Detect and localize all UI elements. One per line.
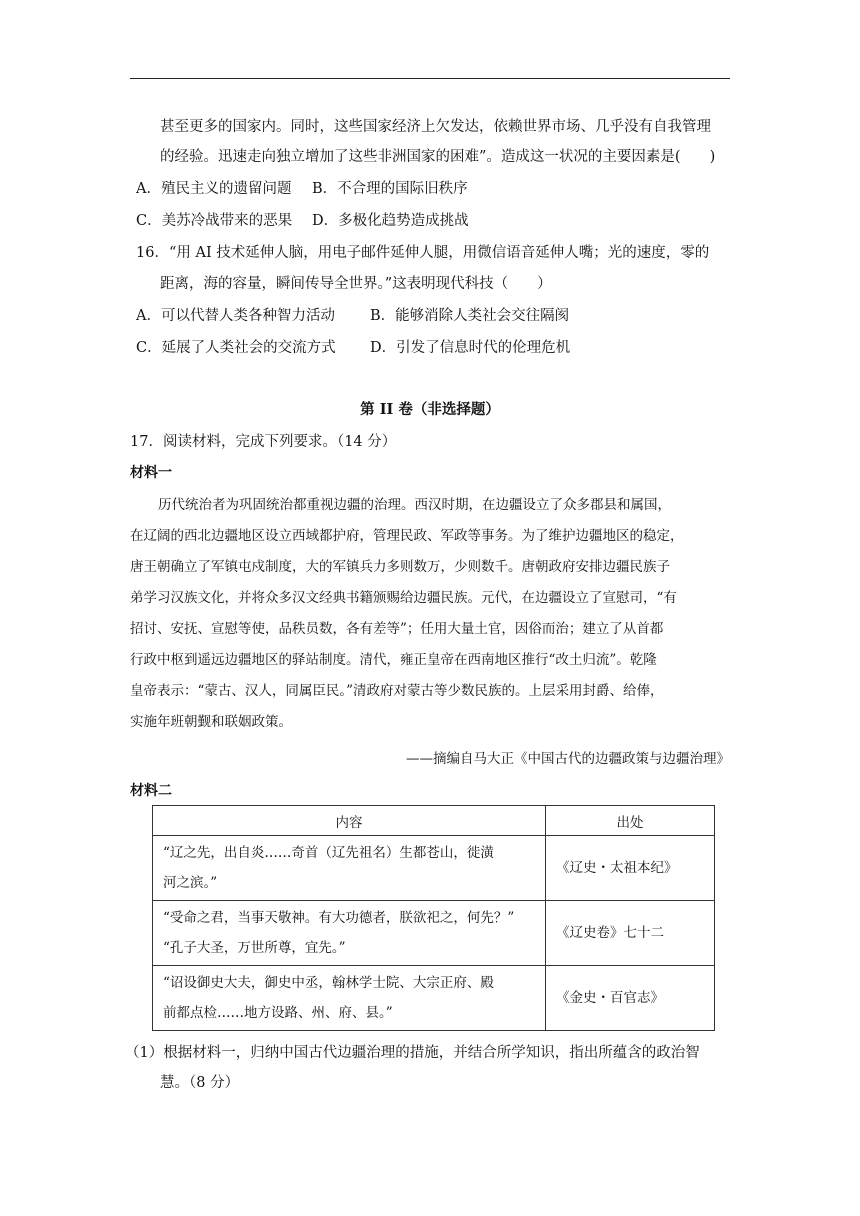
table-cell-content bbox=[153, 836, 546, 901]
header-rule bbox=[130, 78, 730, 79]
table-row bbox=[153, 901, 715, 966]
q16-stem-line1: 16．“用 AI 技术延伸人脑，用电子邮件延伸人腿，用微信语音延伸人嘴；光的速度，零的 bbox=[136, 245, 710, 261]
table-header-source: 出处 bbox=[546, 806, 715, 836]
q15-option-d: D．多极化趋势造成挑战 bbox=[312, 213, 469, 229]
table-header-row bbox=[153, 806, 715, 836]
q16-stem-line2: 距离，海的容量，瞬间传导全世界。”这表明现代科技（ ） bbox=[160, 276, 552, 292]
table-cell-source: 《辽史卷》七十二 bbox=[546, 901, 715, 966]
q16-option-c: C．延展了人类社会的交流方式 bbox=[136, 340, 336, 356]
table-cell-content bbox=[153, 901, 546, 966]
material2-table bbox=[152, 805, 715, 1031]
material1-line: 历代统治者为巩固统治都重视边疆的治理。西汉时期，在边疆设立了众多郡县和属国， bbox=[158, 497, 671, 513]
material1-line: 皇帝表示：“蒙古、汉人，同属臣民。”清政府对蒙古等少数民族的。上层采用封爵、给俸， bbox=[130, 683, 664, 699]
table-cell-source: 《金史・百官志》 bbox=[546, 966, 715, 1031]
cell-line: “孔子大圣，万世所尊，宜先。” bbox=[163, 940, 346, 956]
material1-label: 材料一 bbox=[130, 465, 172, 481]
q16-option-a: A．可以代替人类各种智力活动 bbox=[136, 308, 335, 324]
material2-label: 材料二 bbox=[130, 783, 172, 799]
q15-stem-line1: 甚至更多的国家内。同时，这些国家经济上欠发达，依赖世界市场、几乎没有自我管理 bbox=[160, 119, 711, 135]
material1-line: 唐王朝确立了军镇屯戍制度，大的军镇兵力多则数万，少则数千。唐朝政府安排边疆民族子 bbox=[130, 559, 670, 575]
material1-line: 弟学习汉族文化，并将众多汉文经典书籍颁赐给边疆民族。元代，在边疆设立了宣慰司，“有 bbox=[130, 590, 677, 606]
cell-line: 前都点检……地方设路、州、府、县。” bbox=[163, 1005, 393, 1021]
table-cell-content bbox=[153, 966, 546, 1031]
table-row bbox=[153, 836, 715, 901]
q16-option-d: D．引发了信息时代的伦理危机 bbox=[370, 340, 571, 356]
q15-option-a: A．殖民主义的遗留问题 bbox=[136, 181, 292, 197]
table-row bbox=[153, 966, 715, 1031]
material1-line: 在辽阔的西北边疆地区设立西域都护府，管理民政、军政等事务。为了维护边疆地区的稳定， bbox=[130, 528, 684, 544]
material1-line: 行政中枢到遥远边疆地区的驿站制度。清代，雍正皇帝在西南地区推行“改土归流”。乾隆 bbox=[130, 652, 657, 668]
cell-line: “诏设御史大夫，御史中丞，翰林学士院、大宗正府、殿 bbox=[163, 975, 494, 991]
cell-line: 河之滨。” bbox=[163, 875, 218, 891]
q15-option-b: B．不合理的国际旧秩序 bbox=[312, 181, 468, 197]
q16-option-b: B．能够消除人类社会交往隔阂 bbox=[370, 308, 570, 324]
q17-stem: 17．阅读材料，完成下列要求。（14 分） bbox=[130, 434, 397, 450]
material1-line: 实施年班朝觐和联姻政策。 bbox=[130, 714, 292, 730]
cell-line: “辽之先，出自炎……奇首（辽先祖名）生都苍山，徙潢 bbox=[163, 845, 494, 861]
material1-line: 招讨、安抚、宣慰等使，品秩员数，各有差等”；任用大量土官，因俗而治；建立了从首都 bbox=[130, 621, 664, 637]
cell-line: “受命之君，当事天敬神。有大功德者，朕欲祀之，何先？” bbox=[163, 910, 515, 926]
material1-source: ——摘编自马大正《中国古代的边疆政策与边疆治理》 bbox=[406, 751, 730, 767]
table-cell-source: 《辽史・太祖本纪》 bbox=[546, 836, 715, 901]
q15-stem-line2: 的经验。迅速走向独立增加了这些非洲国家的困难”。造成这一状况的主要因素是( ) bbox=[160, 149, 716, 165]
q15-option-c: C．美苏冷战带来的恶果 bbox=[136, 213, 293, 229]
section-title: 第 II 卷（非选择题） bbox=[360, 401, 500, 418]
table-header-content: 内容 bbox=[153, 806, 546, 836]
q17-sub1-line2: 慧。（8 分） bbox=[160, 1075, 240, 1091]
q17-sub1-line1: （1）根据材料一，归纳中国古代边疆治理的措施，并结合所学知识，指出所蕴含的政治智 bbox=[125, 1045, 700, 1061]
